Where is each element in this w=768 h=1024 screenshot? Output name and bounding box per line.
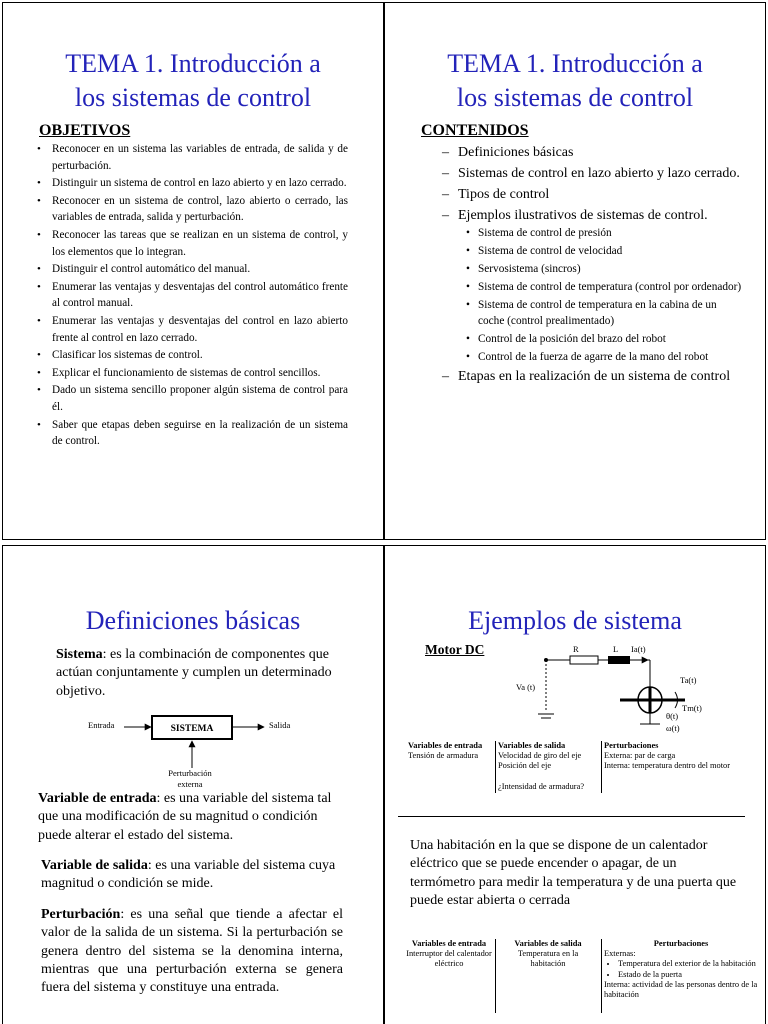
item-text: Ejemplos ilustrativos de sistemas de control. [458, 208, 708, 223]
list-item: • Enumerar las ventajas y desventajas del control automático frente al control manual. [52, 279, 348, 312]
table-cell: ¿Intensidad de armadura? [498, 781, 585, 791]
dash-marker: – [442, 208, 449, 223]
title-line-2: los sistemas de control [74, 83, 312, 112]
objetivos-heading: OBJETIVOS [39, 122, 131, 139]
list-item [442, 185, 758, 204]
label-theta: θ(t) [666, 711, 679, 721]
list-item [442, 164, 758, 183]
contenidos-list [442, 143, 758, 388]
table-header: Variables de salida [498, 741, 566, 750]
label-va: Va (t) [516, 682, 536, 692]
contenidos-heading: CONTENIDOS [421, 122, 529, 139]
sistema-definition [56, 646, 346, 701]
label-ia: Ia(t) [631, 644, 646, 654]
disturbance-label-line1: Perturbación [168, 768, 212, 778]
motor-variables-table [408, 741, 758, 801]
sub-list-item: • Control de la posición del brazo del robot [478, 331, 758, 347]
table-cell: Posición del eje [498, 761, 552, 771]
table-col-salida [498, 741, 602, 792]
output-label: Salida [269, 720, 291, 730]
dash-marker: – [442, 166, 449, 181]
label-ta: Ta(t) [680, 675, 697, 685]
table-cell: Externas: [604, 949, 636, 959]
dash-marker: – [442, 145, 449, 160]
dash-marker: – [442, 187, 449, 202]
inductor-symbol [608, 656, 630, 664]
list-item: • Explicar el funcionamiento de sistemas de control sencillos. [52, 365, 348, 382]
table-cell: Externa: par de carga [604, 751, 676, 761]
external-disturbances-list [604, 959, 758, 979]
slide-title: Definiciones básicas [85, 606, 301, 635]
sub-list-item: • Control de la fuerza de agarre de la mano del robot [478, 349, 758, 365]
definition: : es la combinación de componentes que actúan conjuntamente y cumplen un determinado objetivo. [56, 647, 332, 699]
item-text: Tipos de control [458, 187, 550, 202]
list-item [442, 367, 758, 386]
disturbance-label-line2: externa [177, 779, 203, 789]
table-cell: Interruptor del calentador eléctrico [406, 949, 492, 969]
table-col-entrada [406, 939, 492, 970]
table-header: Variables de salida [514, 939, 582, 948]
table-col-perturbaciones [604, 939, 758, 1000]
variable-salida-definition [41, 857, 341, 894]
table-col-salida [502, 939, 594, 970]
slide-title: Ejemplos de sistema [468, 606, 682, 635]
dc-motor-circuit [510, 640, 740, 740]
item-text: Definiciones básicas [458, 145, 574, 160]
input-label: Entrada [88, 720, 115, 730]
list-item: • Clasificar los sistemas de control. [52, 347, 348, 364]
list-item: • Reconocer en un sistema las variables de entrada, de salida y de perturbación. [52, 141, 348, 174]
definition: : es una variable del sistema cuya magnitud o condición se mide. [41, 858, 336, 892]
perturbacion-definition [41, 906, 343, 997]
table-col-perturbaciones [604, 741, 758, 772]
title-line-2: los sistemas de control [456, 83, 694, 112]
label-l: L [613, 644, 619, 654]
slide-title [385, 47, 765, 115]
motor-dc-label: Motor DC [425, 642, 485, 657]
table-cell: Tensión de armadura [408, 751, 479, 761]
table-col-entrada [408, 741, 493, 761]
label-tm: Tm(t) [682, 703, 702, 713]
table-header: Variables de entrada [411, 939, 487, 948]
examples-sublist [478, 225, 758, 365]
sub-list-item: • Servosistema (sincros) [478, 261, 758, 277]
list-item [442, 206, 758, 365]
objetivos-list [52, 141, 348, 451]
table-cell: Temperatura en la habitación [517, 949, 579, 969]
system-label: SISTEMA [170, 724, 214, 734]
sub-list-item: • Sistema de control de temperatura (control por ordenador) [478, 279, 758, 295]
sub-list-item: • Sistema de control de velocidad [478, 243, 758, 259]
variable-entrada-definition [38, 790, 344, 845]
title-line-1: TEMA 1. Introducción a [447, 49, 703, 78]
sub-list-item: • Sistema de control de temperatura en la cabina de un coche (control prealimentado) [478, 297, 758, 329]
table-header: Perturbaciones [604, 741, 659, 750]
sub-list-item: • Sistema de control de presión [478, 225, 758, 241]
term: Sistema [56, 647, 103, 662]
table-cell: Interna: temperatura dentro del motor [604, 761, 731, 771]
room-example-paragraph: Una habitación en la que se dispone de un calentador eléctrico que se puede encender o apagar, de un termómetro para medir la temperatura y de una puerta que puede estar abierta o cerrada [410, 838, 737, 908]
definition: : es una variable del sistema tal que una modificación de su magnitud o condición puede alterar el estado del sistema. [38, 791, 332, 843]
list-item: • Enumerar las ventajas y desventajas del control en lazo abierto frente al control en lazo cerrado. [52, 313, 348, 346]
system-block-diagram [80, 710, 310, 795]
list-item: • Saber que etapas deben seguirse en la realización de un sistema de control. [52, 417, 348, 450]
term: Variable de entrada [38, 791, 157, 806]
dash-marker: – [442, 369, 449, 384]
list-item: • Reconocer las tareas que se realizan en un sistema de control, y los elementos que lo integran. [52, 227, 348, 260]
slide-title [3, 47, 383, 115]
list-item: • Distinguir el control automático del manual. [52, 261, 348, 278]
label-r: R [573, 644, 579, 654]
table-cell: Interna: actividad de las personas dentro de la habitación [604, 979, 758, 1000]
room-variables-table [406, 939, 758, 1019]
list-item: • Temperatura del exterior de la habitación [618, 959, 758, 969]
list-item: • Dado un sistema sencillo proponer algún sistema de control para él. [52, 382, 348, 415]
term: Variable de salida [41, 858, 148, 873]
term: Perturbación [41, 907, 121, 922]
title-line-1: TEMA 1. Introducción a [65, 49, 321, 78]
item-text: Etapas en la realización de un sistema de control [458, 369, 731, 384]
list-item: • Reconocer en un sistema de control, lazo abierto o cerrado, las variables de entrada, salida y perturbación. [52, 193, 348, 226]
table-header: Perturbaciones [653, 939, 709, 948]
definition: : es una señal que tiende a afectar el valor de la salida de un sistema. Si la perturbación se genera dentro del sistema se la denomina interna, mientras que una perturbación externa se genera fuera del sistema y constituye una entrada. [41, 907, 343, 996]
resistor-symbol [570, 656, 598, 664]
item-text: Sistemas de control en lazo abierto y lazo cerrado. [458, 166, 740, 181]
table-cell [498, 772, 602, 782]
label-omega: ω(t) [666, 723, 680, 733]
table-header: Variables de entrada [408, 741, 483, 750]
section-divider [398, 816, 745, 817]
table-cell: Velocidad de giro del eje [498, 751, 582, 761]
list-item [442, 143, 758, 162]
list-item: • Distinguir un sistema de control en lazo abierto y en lazo cerrado. [52, 175, 348, 192]
list-item: • Estado de la puerta [618, 970, 758, 980]
